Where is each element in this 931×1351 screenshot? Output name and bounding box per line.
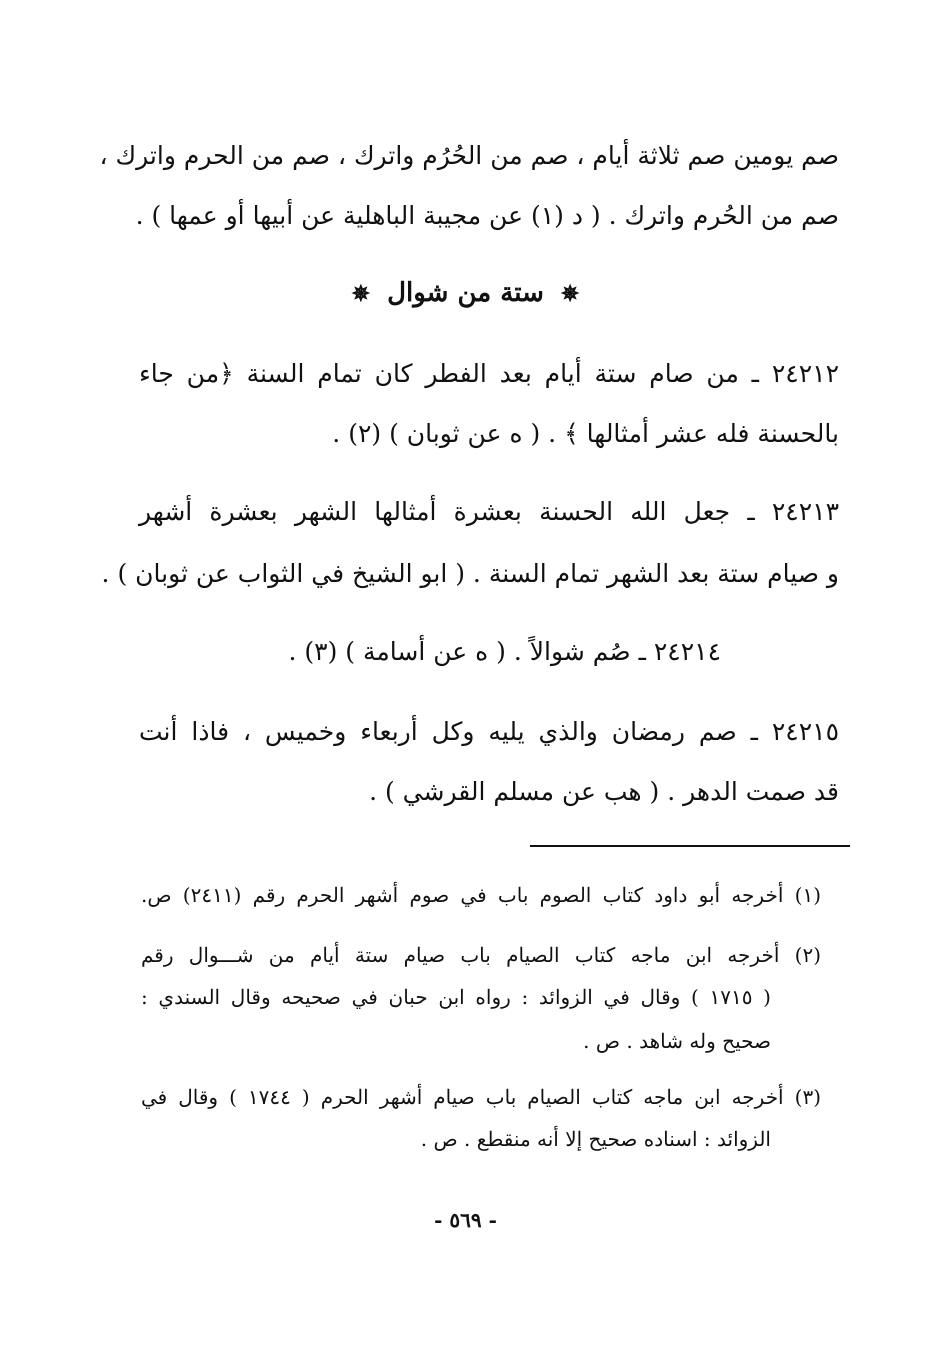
ornament-right-icon: ✵ — [560, 281, 580, 307]
footnote-2-line-1: (٢) أخرجه ابن ماجه كتاب الصيام باب صيام ستة أيام من شـــوال رقم — [141, 943, 821, 967]
footnote-2-line-2: ( ١٧١٥ ) وقال في الزوائد : رواه ابن حبان في صحيحه وقال السندي : — [141, 985, 771, 1009]
hadith-24214-line-1: ٢٤٢١٤ ـ صُم شوالاً . ( ه عن أسامة ) (٣) . — [288, 637, 721, 666]
footnote-1-line-1: (١) أخرجه أبو داود كتاب الصوم باب في صوم أشهر الحرم رقم (٢٤١١) ص. — [141, 883, 821, 907]
hadith-24215-line-1: ٢٤٢١٥ ـ صم رمضان والذي يليه وكل أربعاء وخميس ، فاذا أنت — [139, 717, 839, 746]
hadith-24213-line-1: ٢٤٢١٣ ـ جعل الله الحسنة بعشرة أمثالها الشهر بعشرة أشهر — [139, 497, 839, 526]
section-heading — [0, 270, 931, 317]
section-title: ستة من شوال — [387, 278, 544, 308]
intro-line-2: صم من الحُرم واترك . ( د (١) عن مجيبة الباهلية عن أبيها أو عمها ) . — [135, 201, 839, 230]
hadith-24213-line-2: و صيام ستة بعد الشهر تمام السنة . ( ابو الشيخ في الثواب عن ثوبان ) . — [101, 559, 839, 588]
hadith-24212-line-2: بالحسنة فله عشر أمثالها ﴾ . ( ه عن ثوبان ) (٢) . — [332, 419, 839, 448]
footnote-2-line-3: صحيح وله شاهد . ص . — [583, 1029, 771, 1053]
footnote-3-line-1: (٣) أخرجه ابن ماجه كتاب الصيام باب صيام أشهر الحرم ( ١٧٤٤ ) وقال في — [141, 1085, 821, 1109]
footnote-3-line-2: الزوائد : اسناده صحيح إلا أنه منقطع . ص . — [420, 1127, 771, 1151]
footnote-divider — [530, 845, 850, 847]
page-number: - ٥٦٩ - — [434, 1208, 497, 1232]
hadith-24212-line-1: ٢٤٢١٢ ـ من صام ستة أيام بعد الفطر كان تمام السنة ﴿من جاء — [139, 359, 839, 388]
ornament-left-icon: ✵ — [351, 281, 371, 307]
intro-line-1: صم يومين صم ثلاثة أيام ، صم من الحُرُم واترك ، صم من الحرم واترك ، — [99, 141, 839, 170]
hadith-24215-line-2: قد صمت الدهر . ( هب عن مسلم القرشي ) . — [369, 777, 839, 806]
